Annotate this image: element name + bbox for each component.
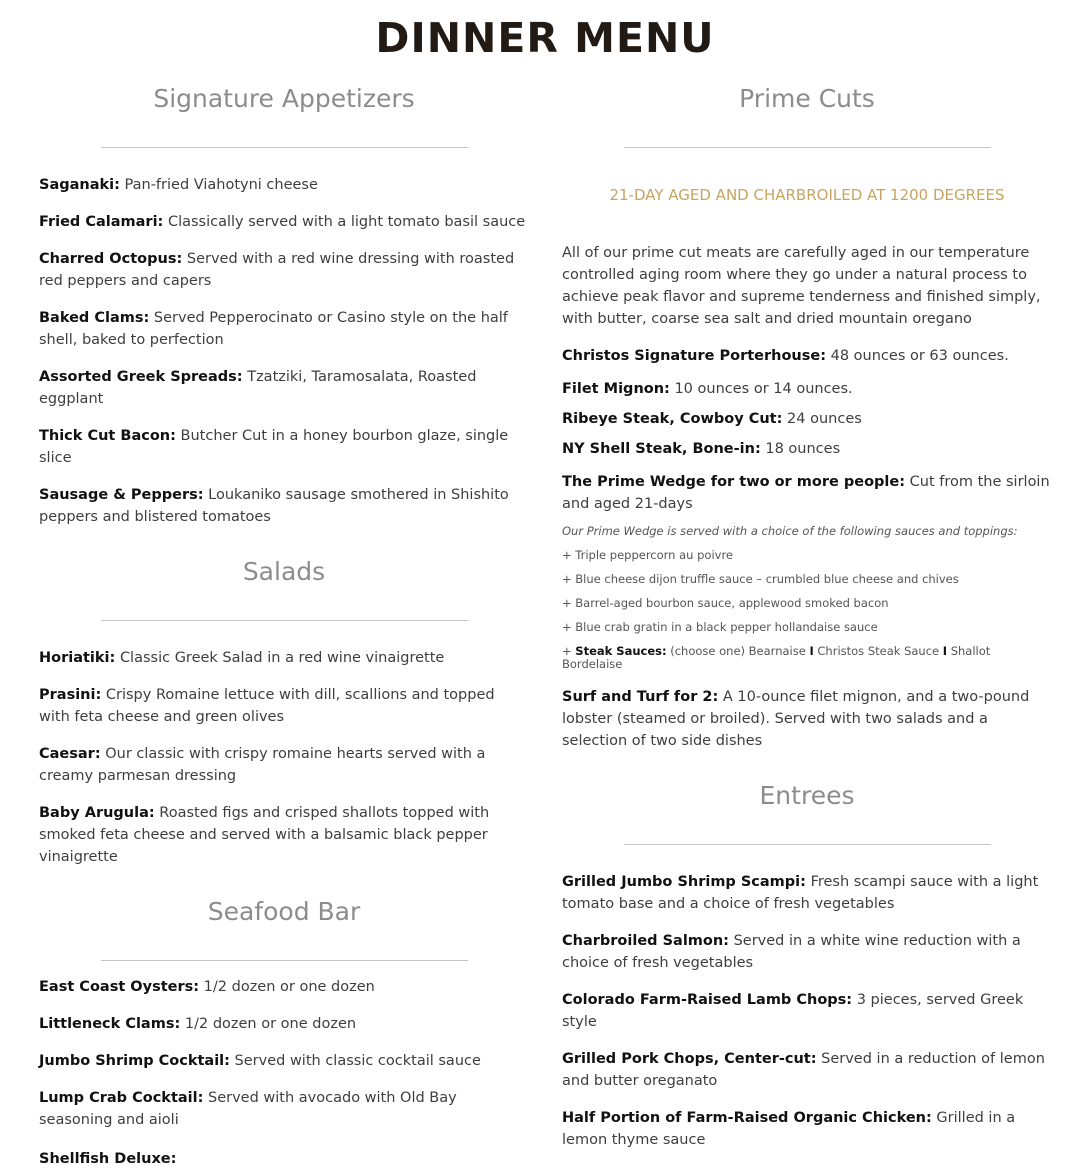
section-divider	[101, 620, 468, 621]
item-name: Christos Signature Porterhouse:	[562, 348, 827, 364]
prime-wedge-note: Our Prime Wedge is served with a choice of the following sauces and toppings:	[562, 524, 1018, 538]
page-title: DINNER MENU	[375, 14, 715, 62]
item-name: Fried Calamari:	[39, 214, 164, 230]
prime-cuts-intro: All of our prime cut meats are carefully aged in our temperature controlled aging room where they go under a natural process to achieve peak flavor and supreme tenderness and finished simply, with butter, coarse sea salt and dried mountain oregano	[562, 245, 1041, 327]
menu-item	[562, 408, 1052, 430]
menu-item	[39, 248, 529, 292]
item-description: Fresh scampi sauce with a light tomato base and a choice of fresh vegetables	[562, 874, 1039, 912]
menu-item	[39, 802, 529, 868]
section-heading-seafood: Seafood Bar	[207, 897, 361, 926]
menu-item	[39, 425, 529, 469]
menu-item	[39, 684, 529, 728]
item-description: Served with a red wine dressing with roasted red peppers and capers	[39, 251, 515, 289]
right-column	[562, 80, 1052, 1151]
item-description: Served in a white wine reduction with a choice of fresh vegetables	[562, 933, 1021, 971]
section-divider	[101, 147, 468, 148]
menu-item	[562, 1107, 1052, 1151]
steak-sauces-text: Shallot Bordelaise	[562, 644, 991, 671]
item-description: 48 ounces or 63 ounces.	[830, 348, 1009, 364]
item-description: Served with avocado with Old Bay seasoning and aioli	[39, 1090, 457, 1128]
item-name: Baby Arugula:	[39, 805, 155, 821]
item-description: Classic Greek Salad in a red wine vinaigrette	[119, 650, 445, 666]
item-description: 1/2 dozen or one dozen	[184, 1016, 357, 1032]
menu-item	[39, 307, 529, 351]
steak-sauces-prefix: +	[562, 644, 576, 658]
item-name: The Prime Wedge for two or more people:	[562, 474, 906, 490]
appetizers-list	[39, 174, 529, 528]
menu-item	[562, 989, 1052, 1033]
item-description: Roasted figs and crisped shallots topped with smoked feta cheese and served with a balsamic black pepper vinaigrette	[39, 805, 490, 865]
item-description: Butcher Cut in a honey bourbon glaze, single slice	[39, 428, 509, 466]
item-name: Charred Octopus:	[39, 251, 183, 267]
menu-item	[39, 976, 529, 998]
topping-item: + Triple peppercorn au poivre	[562, 548, 734, 562]
item-description: Served with classic cocktail sauce	[234, 1053, 481, 1069]
item-description: Crispy Romaine lettuce with dill, scallions and topped with feta cheese and green olives	[39, 687, 495, 725]
item-name: Sausage & Peppers:	[39, 487, 204, 503]
item-name: NY Shell Steak, Bone-in:	[562, 441, 761, 457]
topping-item: + Barrel-aged bourbon sauce, applewood smoked bacon	[562, 596, 889, 610]
item-description: Cut from the sirloin and aged 21-days	[562, 474, 1050, 512]
menu-item-surf-and-turf	[562, 686, 1052, 752]
menu-item	[39, 211, 529, 233]
item-description: 1/2 dozen or one dozen	[203, 979, 375, 995]
prime-cuts-list	[562, 345, 1052, 515]
item-name: Shellfish Deluxe:	[39, 1151, 177, 1167]
item-name: Surf and Turf for 2:	[562, 689, 719, 705]
menu-item	[39, 484, 529, 528]
section-heading-prime-cuts: Prime Cuts	[739, 84, 875, 113]
item-description: A 10-ounce filet mignon, and a two-pound lobster (steamed or broiled). Served with two salads and a selection of two side dishes	[562, 689, 1030, 749]
item-name: Assorted Greek Spreads:	[39, 369, 243, 385]
steak-sauces-label: Steak Sauces:	[575, 644, 667, 658]
item-name: Horiatiki:	[39, 650, 116, 666]
menu-item	[562, 930, 1052, 974]
toppings-list	[562, 549, 1052, 671]
item-description: Pan-fried Viahotyni cheese	[124, 177, 318, 193]
item-description: Our classic with crispy romaine hearts served with a creamy parmesan dressing	[39, 746, 486, 784]
sauce-separator: I	[942, 644, 948, 658]
section-heading-entrees: Entrees	[759, 781, 855, 810]
menu-item	[562, 471, 1052, 515]
prime-cuts-tagline: 21-DAY AGED AND CHARBROILED AT 1200 DEGREES	[609, 186, 1005, 204]
item-name: Grilled Pork Chops, Center-cut:	[562, 1051, 817, 1067]
section-divider	[624, 844, 991, 845]
item-name: Half Portion of Farm-Raised Organic Chicken:	[562, 1110, 932, 1126]
item-name: Lump Crab Cocktail:	[39, 1090, 204, 1106]
topping-item: + Blue cheese dijon truffle sauce – crumbled blue cheese and chives	[562, 572, 959, 586]
sauce-separator: I	[809, 644, 814, 658]
item-description: Served in a reduction of lemon and butter oreganato	[562, 1051, 1045, 1089]
steak-sauces-item	[562, 645, 1052, 671]
menu-item	[39, 743, 529, 787]
menu-item	[562, 438, 1052, 460]
menu-item	[39, 647, 529, 669]
menu-item	[562, 1048, 1052, 1092]
menu-item	[39, 366, 529, 410]
item-description: 10 ounces or 14 ounces.	[674, 381, 853, 397]
item-name: Prasini:	[39, 687, 102, 703]
menu-item	[39, 1148, 529, 1170]
item-description: Loukaniko sausage smothered in Shishito peppers and blistered tomatoes	[39, 487, 509, 525]
topping-item: + Blue crab gratin in a black pepper hollandaise sauce	[562, 620, 878, 634]
entrees-list	[562, 871, 1052, 1151]
menu-item	[39, 1013, 529, 1035]
steak-sauces-text: Christos Steak Sauce	[813, 644, 943, 658]
item-name: East Coast Oysters:	[39, 979, 200, 995]
item-description: Grilled in a lemon thyme sauce	[562, 1110, 1016, 1148]
item-name: Caesar:	[39, 746, 101, 762]
item-description: Classically served with a light tomato basil sauce	[167, 214, 526, 230]
item-description: 24 ounces	[787, 411, 862, 427]
item-name: Littleneck Clams:	[39, 1016, 181, 1032]
steak-sauces-text: (choose one) Bearnaise	[666, 644, 810, 658]
item-description: 3 pieces, served Greek style	[562, 992, 1024, 1030]
menu-item	[39, 1050, 529, 1072]
seafood-list	[39, 976, 529, 1170]
section-divider	[101, 960, 468, 961]
left-column	[39, 80, 529, 1170]
item-name: Jumbo Shrimp Cocktail:	[39, 1053, 230, 1069]
item-name: Filet Mignon:	[562, 381, 670, 397]
item-name: Grilled Jumbo Shrimp Scampi:	[562, 874, 806, 890]
item-name: Colorado Farm-Raised Lamb Chops:	[562, 992, 853, 1008]
menu-item	[562, 871, 1052, 915]
menu-item	[39, 1087, 529, 1131]
section-heading-salads: Salads	[242, 557, 326, 586]
item-description: Tzatziki, Taramosalata, Roasted eggplant	[39, 369, 477, 407]
menu-item	[562, 378, 1052, 400]
item-name: Ribeye Steak, Cowboy Cut:	[562, 411, 783, 427]
menu-item	[562, 345, 1052, 367]
item-name: Baked Clams:	[39, 310, 150, 326]
item-name: Charbroiled Salmon:	[562, 933, 729, 949]
salads-list	[39, 647, 529, 868]
item-name: Saganaki:	[39, 177, 120, 193]
item-description: Served Pepperocinato or Casino style on the half shell, baked to perfection	[39, 310, 508, 348]
section-divider	[624, 147, 991, 148]
menu-item	[39, 174, 529, 196]
item-name: Thick Cut Bacon:	[39, 428, 176, 444]
item-description: 18 ounces	[765, 441, 841, 457]
section-heading-appetizers: Signature Appetizers	[153, 84, 415, 113]
